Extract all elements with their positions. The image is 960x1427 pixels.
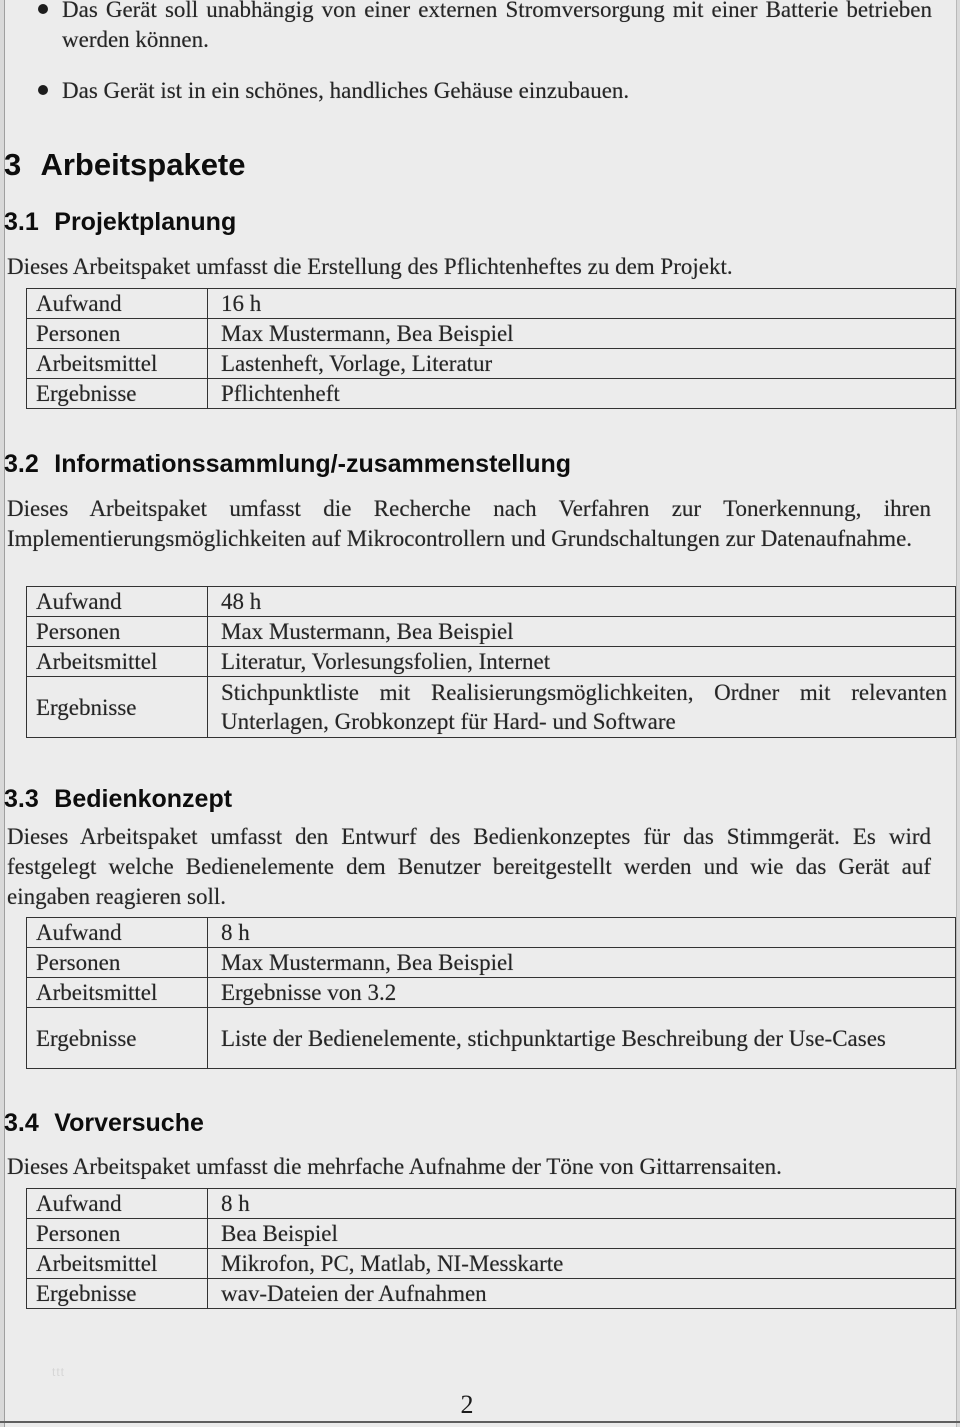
table-row <box>27 647 956 677</box>
table-row <box>27 587 956 617</box>
row-label: Ergebnisse <box>27 1008 208 1069</box>
section-description: Dieses Arbeitspaket umfasst den Entwurf des Bedienkonzeptes für das Stimmgerät. Es wird festgelegt welche Bedienelemente dem Benutzer bereitgestellt werden und wie das Gerät auf eingaben reagieren soll. <box>7 824 931 909</box>
row-value: Max Mustermann, Bea Beispiel <box>208 319 956 349</box>
table-row <box>27 1279 956 1309</box>
table-row <box>27 1249 956 1279</box>
section-number: 3.4 <box>4 1109 39 1137</box>
row-value: 16 h <box>208 289 956 319</box>
table-row <box>27 289 956 319</box>
table-row <box>27 948 956 978</box>
row-label: Arbeitsmittel <box>27 978 208 1008</box>
list-item <box>7 0 932 55</box>
bullet-icon <box>38 85 48 95</box>
section-title: Projektplanung <box>54 208 237 236</box>
table-row <box>27 978 956 1008</box>
section-description: Dieses Arbeitspaket umfasst die Recherche nach Verfahren zur Tonerkennung, ihren Implementierungsmöglichkeiten auf Mikrocontrollern und Grundschaltungen zur Datenaufnahme. <box>7 496 931 551</box>
row-label: Aufwand <box>27 1189 208 1219</box>
row-value: Lastenheft, Vorlage, Literatur <box>208 349 956 379</box>
row-value: Ergebnisse von 3.2 <box>208 978 956 1008</box>
row-label: Ergebnisse <box>27 1279 208 1309</box>
row-label: Arbeitsmittel <box>27 647 208 677</box>
bullet-icon <box>38 4 48 14</box>
row-label: Ergebnisse <box>27 677 208 738</box>
row-label: Aufwand <box>27 289 208 319</box>
row-value: 8 h <box>208 918 956 948</box>
table-row <box>27 319 956 349</box>
section-number: 3.1 <box>4 208 39 236</box>
row-label: Arbeitsmittel <box>27 1249 208 1279</box>
row-label: Personen <box>27 319 208 349</box>
section-heading-3-1 <box>4 207 236 238</box>
row-value: Pflichtenheft <box>208 379 956 409</box>
table-row <box>27 1189 956 1219</box>
row-value: 48 h <box>208 587 956 617</box>
chapter-heading <box>4 146 246 184</box>
section-heading-3-4 <box>4 1108 204 1139</box>
table-row <box>27 677 956 738</box>
watermark: ttt <box>52 1365 66 1379</box>
row-label: Aufwand <box>27 918 208 948</box>
page-number: 2 <box>460 1390 474 1419</box>
row-value: Liste der Bedienelemente, stichpunktartige Beschreibung der Use-Cases <box>208 1008 956 1069</box>
section-number: 3.3 <box>4 785 39 813</box>
section-number: 3.2 <box>4 450 39 478</box>
chapter-number: 3 <box>4 147 22 182</box>
chapter-title: Arbeitspakete <box>40 147 246 182</box>
section-heading-3-2 <box>4 449 571 480</box>
row-label: Arbeitsmittel <box>27 349 208 379</box>
row-label: Personen <box>27 948 208 978</box>
workpackage-table-3-3 <box>26 917 956 1069</box>
bullet-text: Das Gerät soll unabhängig von einer externen Stromversorgung mit einer Batterie betrieben werden können. <box>62 0 932 52</box>
section-description: Dieses Arbeitspaket umfasst die Erstellung des Pflichtenheftes zu dem Projekt. <box>7 254 733 279</box>
table-row <box>27 918 956 948</box>
row-value: wav-Dateien der Aufnahmen <box>208 1279 956 1309</box>
workpackage-table-3-2 <box>26 586 956 738</box>
row-value: Mikrofon, PC, Matlab, NI-Messkarte <box>208 1249 956 1279</box>
row-value: Max Mustermann, Bea Beispiel <box>208 617 956 647</box>
row-value: Max Mustermann, Bea Beispiel <box>208 948 956 978</box>
row-value: 8 h <box>208 1189 956 1219</box>
workpackage-table-3-4 <box>26 1188 956 1309</box>
section-title: Vorversuche <box>54 1109 204 1137</box>
section-heading-3-3 <box>4 784 232 815</box>
section-title: Informationssammlung/-zusammenstellung <box>54 450 572 478</box>
page-right-edge <box>956 0 960 1427</box>
table-row <box>27 349 956 379</box>
bullet-text: Das Gerät ist in ein schönes, handliches Gehäuse einzubauen. <box>62 78 630 103</box>
table-row <box>27 1008 956 1069</box>
section-title: Bedienkonzept <box>54 785 233 813</box>
row-label: Aufwand <box>27 587 208 617</box>
row-value: Literatur, Vorlesungsfolien, Internet <box>208 647 956 677</box>
section-description: Dieses Arbeitspaket umfasst die mehrfache Aufnahme der Töne von Gittarrensaiten. <box>7 1154 782 1179</box>
row-label: Ergebnisse <box>27 379 208 409</box>
row-label: Personen <box>27 617 208 647</box>
row-value: Stichpunktliste mit Realisierungsmöglichkeiten, Ordner mit relevanten Unterlagen, Grobkonzept für Hard- und Software <box>208 677 956 738</box>
table-row <box>27 379 956 409</box>
page-bottom-edge <box>0 1421 960 1423</box>
table-row <box>27 617 956 647</box>
row-value: Bea Beispiel <box>208 1219 956 1249</box>
row-label: Personen <box>27 1219 208 1249</box>
list-item <box>7 76 932 106</box>
workpackage-table-3-1 <box>26 288 956 409</box>
table-row <box>27 1219 956 1249</box>
